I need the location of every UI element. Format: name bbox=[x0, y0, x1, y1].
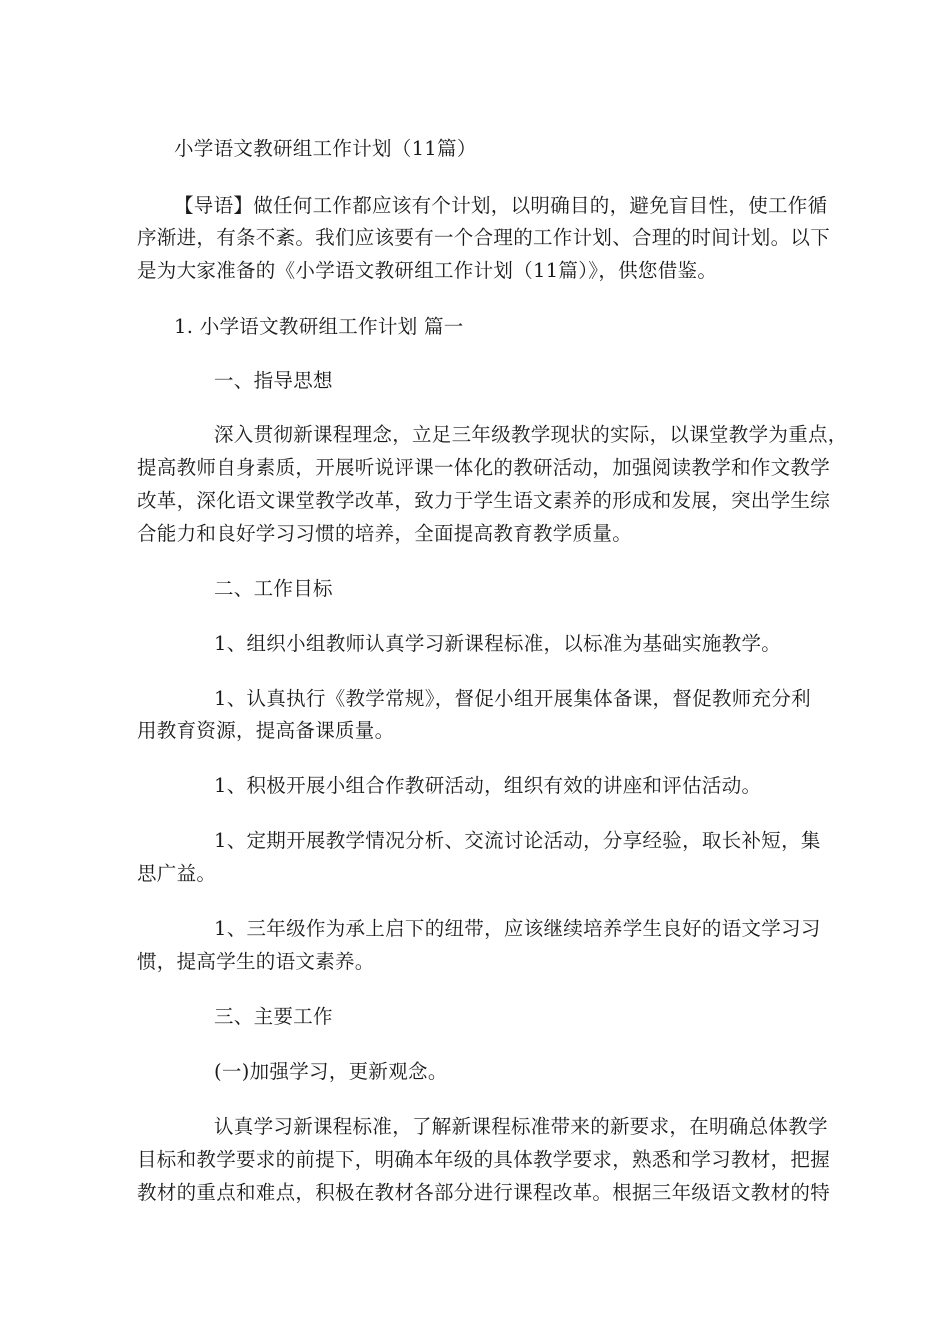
intro-line-2: 序渐进，有条不紊。我们应该要有一个合理的工作计划、合理的时间计划。以下 bbox=[137, 226, 831, 249]
document-title: 小学语文教研组工作计划（11篇） bbox=[174, 137, 477, 160]
part2-item-4-line-2: 思广益。 bbox=[137, 862, 217, 885]
part2-heading: 二、工作目标 bbox=[214, 577, 333, 600]
part2-item-2-line-2: 用教育资源，提高备课质量。 bbox=[137, 719, 395, 742]
part2-item-3: 1、积极开展小组合作教研活动，组织有效的讲座和评估活动。 bbox=[214, 774, 762, 797]
part2-item-4-line-1: 1、定期开展教学情况分析、交流讨论活动，分享经验，取长补短，集 bbox=[214, 829, 821, 852]
part2-item-5-line-1: 1、三年级作为承上启下的纽带，应该继续培养学生良好的语文学习习 bbox=[214, 917, 821, 940]
part1-line-2: 提高教师自身素质，开展听说评课一体化的教研活动，加强阅读教学和作文教学 bbox=[137, 456, 831, 479]
part3-heading: 三、主要工作 bbox=[214, 1005, 333, 1028]
part3-line-1: 认真学习新课程标准，了解新课程标准带来的新要求，在明确总体教学 bbox=[214, 1115, 828, 1138]
part2-item-5-line-2: 惯，提高学生的语文素养。 bbox=[137, 950, 375, 973]
section-title: 1. 小学语文教研组工作计划 篇一 bbox=[174, 315, 464, 338]
part2-item-1: 1、组织小组教师认真学习新课程标准，以标准为基础实施教学。 bbox=[214, 632, 782, 655]
part1-line-4: 合能力和良好学习习惯的培养，全面提高教育教学质量。 bbox=[137, 522, 633, 545]
part1-line-3: 改革，深化语文课堂教学改革，致力于学生语文素养的形成和发展，突出学生综 bbox=[137, 489, 831, 512]
intro-line-3: 是为大家准备的《小学语文教研组工作计划（11篇）》，供您借鉴。 bbox=[137, 259, 718, 282]
part1-heading: 一、指导思想 bbox=[214, 369, 333, 392]
part3-line-3: 教材的重点和难点，积极在教材各部分进行课程改革。根据三年级语文教材的特 bbox=[137, 1181, 831, 1204]
part3-subheading: (一)加强学习，更新观念。 bbox=[214, 1060, 448, 1083]
part2-item-2-line-1: 1、认真执行《教学常规》，督促小组开展集体备课，督促教师充分利 bbox=[214, 687, 811, 710]
intro-line-1: 【导语】做任何工作都应该有个计划，以明确目的，避免盲目性，使工作循 bbox=[174, 194, 828, 217]
part3-line-2: 目标和教学要求的前提下，明确本年级的具体教学要求，熟悉和学习教材，把握 bbox=[137, 1148, 831, 1171]
part1-line-1: 深入贯彻新课程理念，立足三年级教学现状的实际，以课堂教学为重点， bbox=[214, 423, 848, 446]
